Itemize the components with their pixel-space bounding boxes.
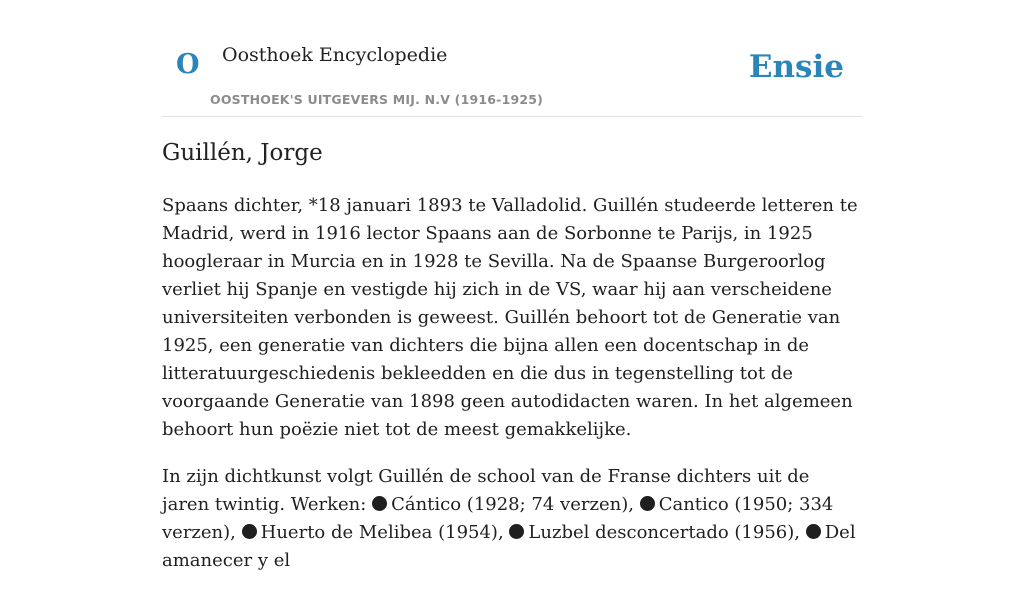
site-header [162, 0, 862, 117]
ensie-logo-link[interactable]: Ensie [748, 49, 844, 85]
bullet-icon [372, 496, 387, 511]
bullet-icon [640, 496, 655, 511]
article-paragraph: Spaans dichter, *18 januari 1893 te Valladolid. Guillén studeerde letteren te Madrid, werd in 1916 lector Spaans aan de Sorbonne te Parijs, in 1925 hoogleraar in Murcia en in 1928 te Sevilla. Na de Spaanse Burgeroorlog verliet hij Spanje en vestigde hij zich in de VS, waar hij aan verscheidene universiteiten verbonden is geweest. Guillén behoort tot de Generatie van 1925, een generatie van dichters die bijna allen een docentschap in de litteratuurgeschiedenis bekleedden en die dus in tegenstelling tot de voorgaande Generatie van 1898 geen autodidacten waren. In het algemeen behoort hun poëzie niet tot de meest gemakkelijke. [162, 195, 858, 440]
page [162, 0, 862, 571]
works-intro: In zijn dichtkunst volgt Guillén de school van de Franse dichters uit de jaren twintig. Werken: [162, 466, 810, 515]
bullet-icon [509, 524, 524, 539]
work-item: Luzbel desconcertado (1956), [528, 522, 800, 543]
bullet-icon [806, 524, 821, 539]
publisher-label: OOSTHOEK'S UITGEVERS MIJ. N.V (1916-1925) [210, 92, 544, 107]
bullet-icon [242, 524, 257, 539]
article-paragraph-works [162, 463, 862, 575]
work-item: Huerto de Melibea (1954), [260, 522, 504, 543]
encyclopedia-logo-icon[interactable]: O [176, 49, 200, 80]
encyclopedia-name-link[interactable]: Oosthoek Encyclopedie [222, 44, 448, 66]
article-body [162, 192, 862, 594]
work-item: Del amanecer y el [162, 522, 856, 571]
article-title: Guillén, Jorge [162, 140, 323, 166]
work-item: Cántico (1928; 74 verzen), [391, 494, 634, 515]
work-item: Cantico (1950; 334 verzen), [162, 494, 834, 543]
